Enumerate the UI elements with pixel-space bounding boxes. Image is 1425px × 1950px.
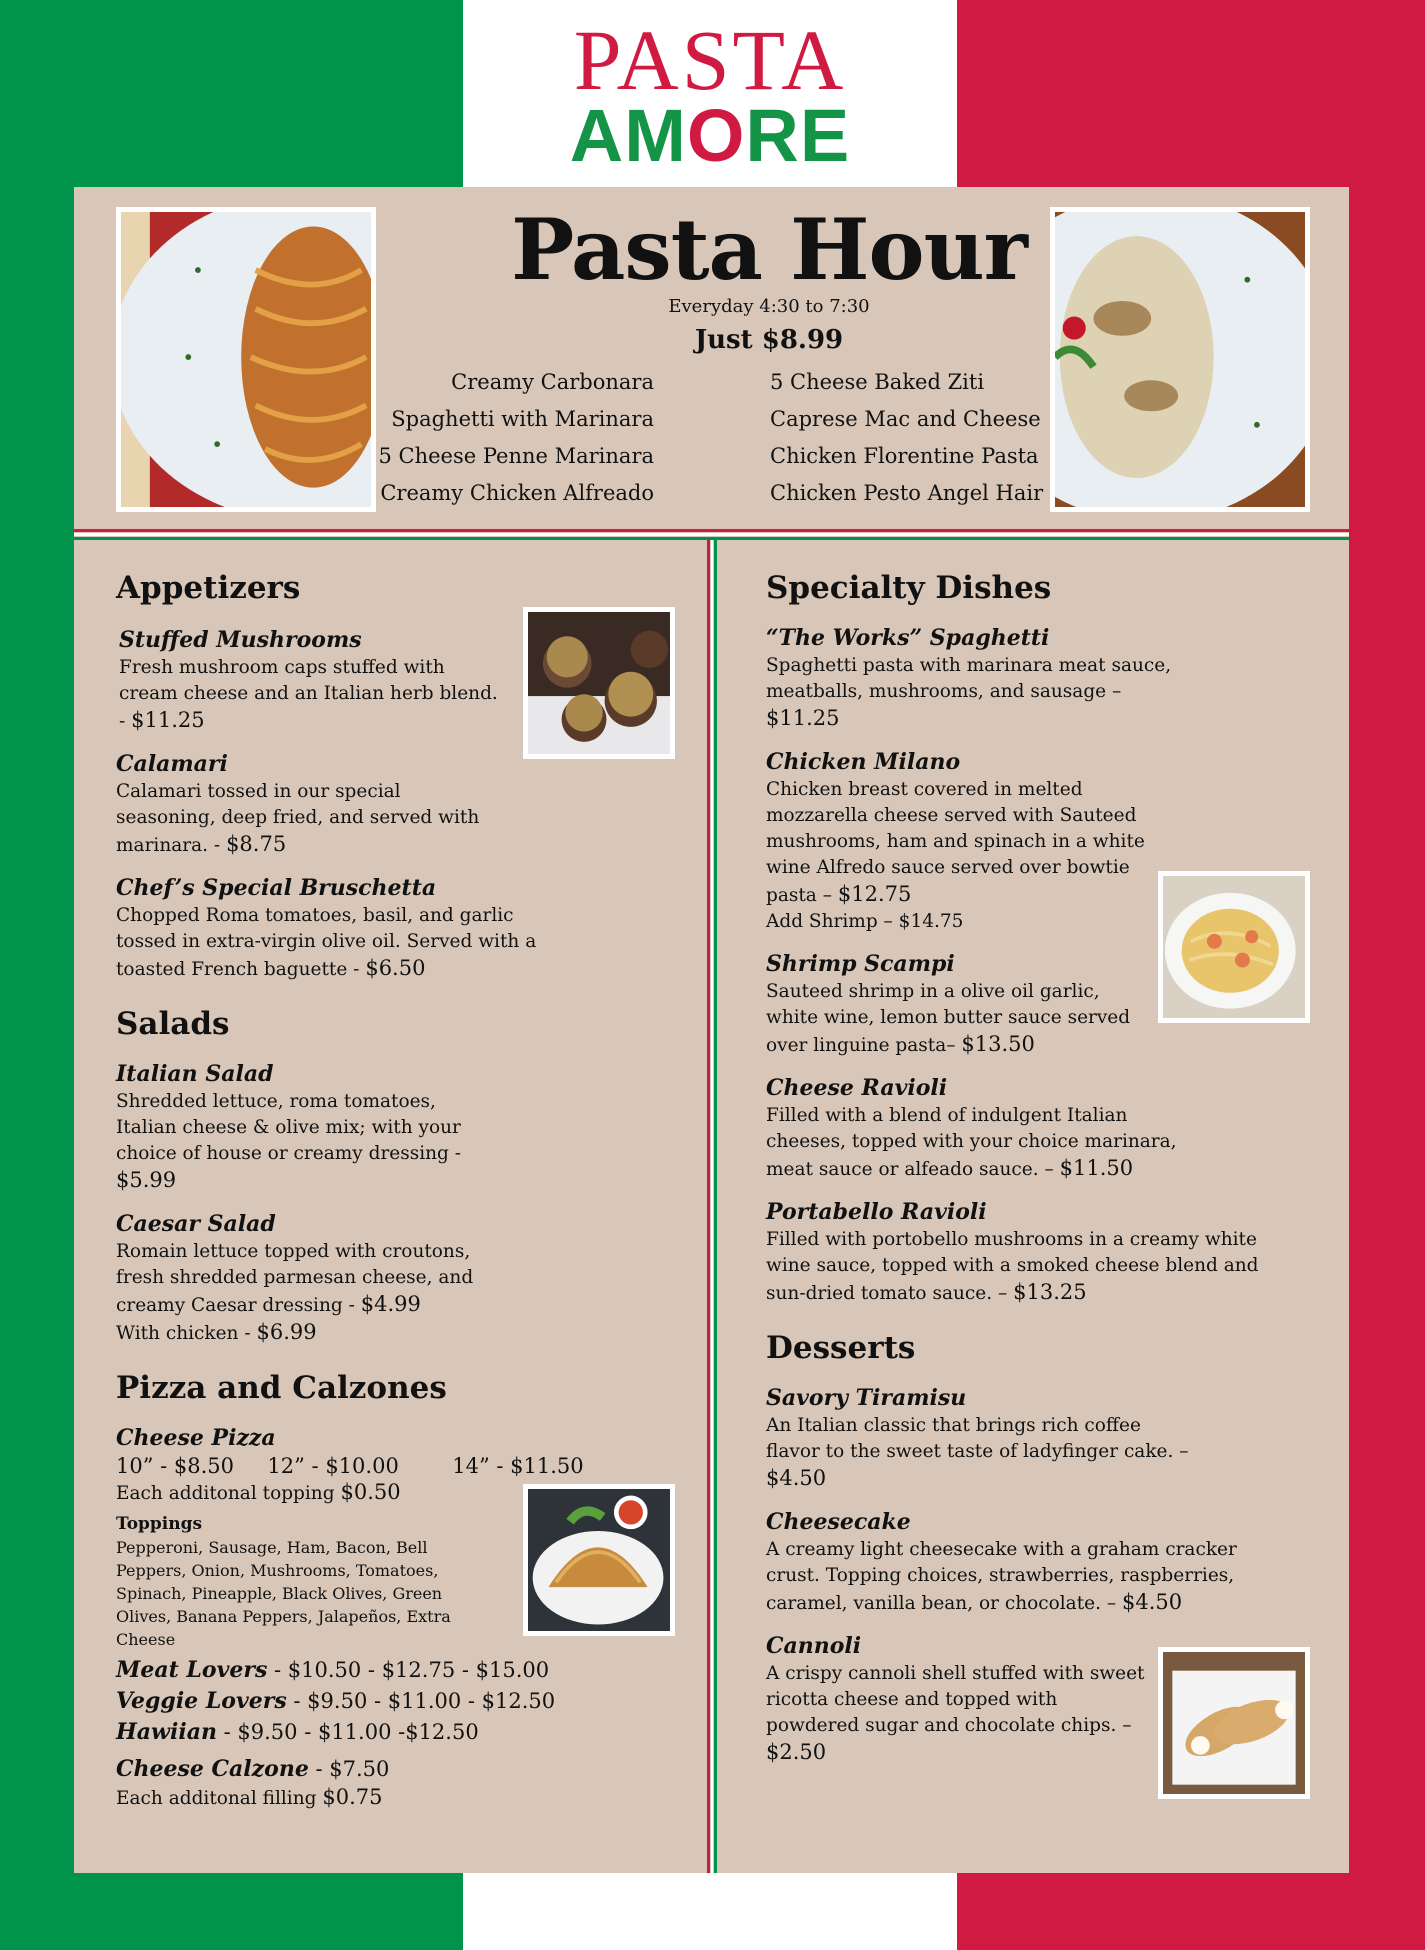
menu-item [119, 625, 499, 735]
menu-item [766, 1383, 1196, 1493]
item-price: $13.50 [961, 1032, 1035, 1056]
pasta-hour-item: 5 Cheese Penne Marinara [378, 444, 654, 468]
item-name: Caesar Salad [116, 1211, 276, 1237]
logo-amore-a: AM [569, 94, 687, 177]
vertical-divider [707, 540, 718, 1873]
logo-line-amore [463, 94, 957, 177]
item-name: Cannoli [766, 1633, 862, 1659]
pasta-hour-item: Creamy Chicken Alfreado [380, 481, 654, 505]
tomato-heart-icon: O [686, 94, 746, 177]
menu-item [116, 1754, 636, 1812]
toppings-list: Pepperoni, Sausage, Ham, Bacon, Bell Peppers, Onion, Mushrooms, Tomatoes, Spinach, Pineapple, Black Olives, Green Olives, Banana Peppers, Jalapeños, Extra Cheese [116, 1538, 451, 1649]
pasta-hour-item: 5 Cheese Baked Ziti [770, 370, 985, 394]
pasta-hour-item: Creamy Carbonara [451, 370, 654, 394]
item-price: $13.25 [1013, 1280, 1087, 1304]
right-column [766, 567, 1306, 1767]
item-name: Chef’s Special Bruschetta [116, 875, 437, 901]
item-description: Spaghetti pasta with marinara meat sauce, meatballs, mushrooms, and sausage – [766, 655, 1172, 702]
item-description: Chicken breast covered in melted mozzarella cheese served with Sauteed mushrooms, ham and spinach in a white wine Alfredo sauce served over bowtie pasta – [766, 779, 1145, 906]
item-price: - $10.50 - $12.75 - $15.00 [267, 1658, 550, 1682]
pasta-hour-item: Spaghetti with Marinara [391, 407, 654, 431]
menu-item [766, 1631, 1151, 1767]
menu-item [766, 1197, 1266, 1307]
item-extra: With chicken - [116, 1323, 251, 1344]
spaghetti-bolognese-photo [116, 207, 376, 512]
logo-line-pasta: PASTA [573, 12, 847, 108]
menu-item [766, 949, 1136, 1059]
menu-item [116, 749, 496, 859]
item-description: Shredded lettuce, roma tomatoes, Italian cheese & olive mix; with your choice of house or creamy dressing - [116, 1091, 462, 1164]
topping-line: Each additonal topping [116, 1483, 335, 1504]
specialty-heading: Specialty Dishes [766, 570, 1052, 606]
item-name: Stuffed Mushrooms [119, 627, 362, 653]
item-name: Cheese Calzone [116, 1756, 309, 1782]
item-description: Sauteed shrimp in a olive oil garlic, white wine, lemon butter sauce served over linguine pasta– [766, 981, 1131, 1056]
item-name: “The Works” Spaghetti [766, 625, 1050, 651]
item-price: - $9.50 - $11.00 -$12.50 [216, 1720, 479, 1744]
left-column [116, 567, 636, 1812]
item-price: $12.75 [837, 882, 912, 906]
item-description: Fresh mushroom caps stuffed with cream cheese and an Italian herb blend. - [119, 657, 498, 732]
pasta-hour-list-left [374, 364, 654, 512]
pasta-hour-item: Caprese Mac and Cheese [770, 407, 1041, 431]
menu-item [766, 1073, 1206, 1183]
item-price: $6.50 [365, 956, 426, 980]
item-extra: Add Shrimp – $14.75 [766, 911, 964, 932]
pasta-hour-hours: Everyday 4:30 to 7:30 [668, 296, 870, 317]
menu-item [116, 1209, 486, 1347]
item-name: Italian Salad [116, 1061, 274, 1087]
topping-price: $0.50 [340, 1480, 401, 1504]
horizontal-divider [74, 529, 1349, 540]
item-price: - $9.50 - $11.00 - $12.50 [286, 1689, 556, 1713]
item-description: Filled with a blend of indulgent Italian cheeses, topped with your choice marinara, meat sauce or alfeado sauce. – [766, 1105, 1177, 1180]
item-price: $4.50 [1122, 1590, 1183, 1614]
pasta-hour-list-right [770, 364, 1110, 512]
pasta-hour-title: Pasta Hour [511, 200, 1027, 299]
item-name: Cheese Pizza [116, 1425, 276, 1451]
pizza-heading: Pizza and Calzones [116, 1370, 447, 1406]
menu-item [116, 873, 566, 983]
filling-line: Each additonal filling [116, 1788, 317, 1809]
item-price: - $7.50 [308, 1757, 390, 1781]
desserts-heading: Desserts [766, 1330, 916, 1366]
item-price: $8.75 [226, 832, 287, 856]
specialty-pizzas [116, 1655, 636, 1748]
item-price: $11.50 [1059, 1156, 1134, 1180]
item-name: Meat Lovers [116, 1657, 268, 1683]
menu-panel [74, 187, 1349, 1873]
item-description: Filled with portobello mushrooms in a creamy white wine sauce, topped with a smoked cheese blend and sun-dried tomato sauce. – [766, 1229, 1259, 1304]
item-price: $11.25 [131, 708, 205, 732]
salads-heading: Salads [116, 1006, 230, 1042]
pizza-size: 12” - $10.00 [267, 1454, 399, 1478]
menu-item [766, 1507, 1286, 1617]
item-description: An Italian classic that brings rich coffee flavor to the sweet taste of ladyfinger cake. – [766, 1415, 1189, 1462]
item-name: Chicken Milano [766, 749, 961, 775]
item-name: Portabello Ravioli [766, 1199, 987, 1225]
pizza-size: 10” - $8.50 [116, 1454, 235, 1478]
item-description: A creamy light cheesecake with a graham cracker crust. Topping choices, strawberries, raspberries, caramel, vanilla bean, or chocolate. – [766, 1539, 1237, 1614]
item-description: Chopped Roma tomatoes, basil, and garlic tossed in extra-virgin olive oil. Served with a toasted French baguette - [116, 905, 537, 980]
menu-item [116, 1059, 486, 1195]
pasta-hour-price: Just $8.99 [694, 325, 844, 355]
pasta-hour-item: Chicken Florentine Pasta [770, 444, 1039, 468]
toppings-block [116, 1513, 486, 1651]
menu-item [766, 623, 1186, 733]
pizza-sizes [116, 1453, 636, 1479]
item-price: $2.50 [766, 1740, 827, 1764]
filling-price: $0.75 [322, 1785, 383, 1809]
item-price: $11.25 [766, 706, 840, 730]
item-extra-price: $6.99 [256, 1320, 317, 1344]
brand-logo [463, 12, 957, 177]
item-price: $4.50 [766, 1466, 827, 1490]
item-name: Shrimp Scampi [766, 951, 955, 977]
item-price: $4.99 [360, 1292, 421, 1316]
logo-amore-b: RE [745, 94, 851, 177]
pasta-hour-item: Chicken Pesto Angel Hair [770, 481, 1044, 505]
item-name: Hawiian [116, 1719, 217, 1745]
menu-item [116, 1423, 636, 1507]
item-name: Calamari [116, 751, 228, 777]
pizza-size: 14” - $11.50 [452, 1454, 584, 1478]
item-description: Calamari tossed in our special seasoning, deep fried, and served with marinara. - [116, 781, 480, 856]
item-name: Veggie Lovers [116, 1688, 287, 1714]
item-name: Cheese Ravioli [766, 1075, 948, 1101]
item-name: Savory Tiramisu [766, 1385, 967, 1411]
item-price: $5.99 [116, 1168, 177, 1192]
toppings-label: Toppings [116, 1514, 203, 1534]
item-description: A crispy cannoli shell stuffed with sweet ricotta cheese and topped with powdered sugar and chocolate chips. – [766, 1663, 1145, 1736]
appetizers-heading: Appetizers [116, 570, 301, 606]
item-description: Romain lettuce topped with croutons, fresh shredded parmesan cheese, and creamy Caesar dressing - [116, 1241, 474, 1316]
menu-item [766, 747, 1166, 935]
item-name: Cheesecake [766, 1509, 911, 1535]
